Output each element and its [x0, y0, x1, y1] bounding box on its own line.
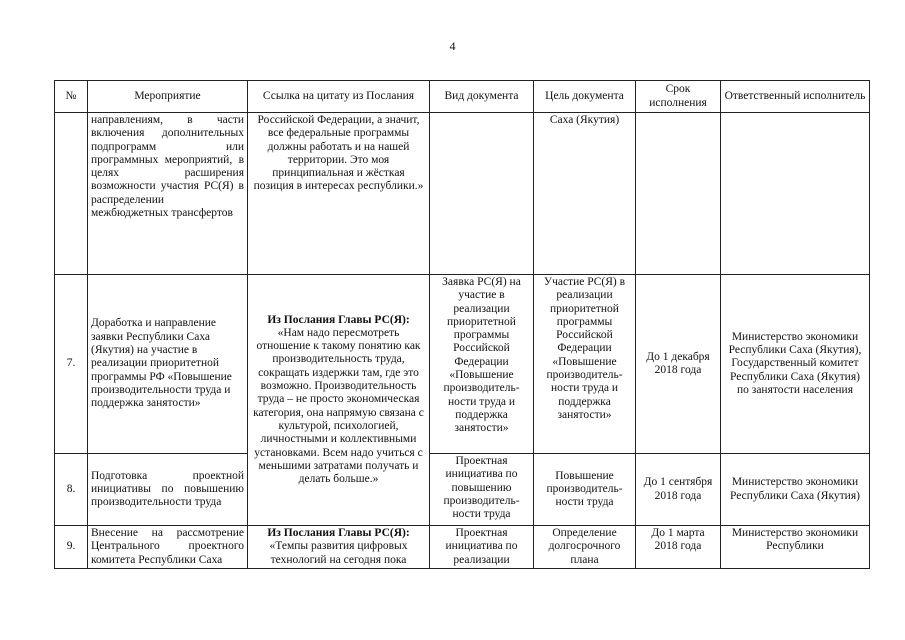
row-responsible: Министерство экономики Республики Саха (Якутия), Государственный комитет Республики Саха (Якутия) по занятости населения [721, 275, 870, 454]
row-doc-type: Проектная инициатива по повышению производительности труда [430, 454, 534, 526]
row-quote-text: «Темпы развития цифровых технологий на сегодня пока [269, 540, 408, 566]
header-deadline: Срок исполнения [636, 81, 721, 113]
row-event: Внесение на рассмотрение Центрального проектного комитета Республики Саха [88, 526, 248, 569]
row-quote [248, 526, 430, 569]
row-deadline: До 1 сентября 2018 года [636, 454, 721, 526]
row-event: Доработка и направление заявки Республики Саха (Якутия) на участие в реализации приоритетной программы РФ «Повышение производительности труда и поддержка занятости» [88, 275, 248, 454]
row-doc-type: Проектная инициатива по реализации [430, 526, 534, 569]
row-quote-label: Из Послания Главы РС(Я): [267, 313, 410, 326]
row-number: 7. [55, 275, 88, 454]
table-row [55, 526, 870, 569]
header-event: Мероприятие [88, 81, 248, 113]
row-deadline: До 1 декабря 2018 года [636, 275, 721, 454]
row-quote [248, 113, 430, 275]
row-deadline [636, 113, 721, 275]
table-header-row [55, 81, 870, 113]
row-responsible: Министерство экономики Республики [721, 526, 870, 569]
row-number: 9. [55, 526, 88, 569]
header-goal: Цель документа [534, 81, 636, 113]
table-row [55, 113, 870, 275]
row-doc-type: Заявка РС(Я) на участие в реализации приоритетной программы Российской Федерации «Повышение производительности труда и поддержка занятости» [430, 275, 534, 454]
header-doc-type: Вид документа [430, 81, 534, 113]
table-row [55, 275, 870, 454]
row-goal: Участие РС(Я) в реализации приоритетной программы Российской Федерации «Повышение производительности труда и поддержка занятости» [534, 275, 636, 454]
row-quote-label: Из Послания Главы РС(Я): [267, 527, 410, 539]
row-event: Подготовка проектной инициативы по повышению производительности труда [88, 454, 248, 526]
row-number [55, 113, 88, 275]
row-responsible: Министерство экономики Республики Саха (Якутия) [721, 454, 870, 526]
action-plan-table [54, 80, 870, 569]
row-event: направлениям, в части включения дополнительных подпрограмм или программных мероприятий, в целях расширения возможности участия РС(Я) в распределении межбюджетных трансфертов [88, 113, 248, 275]
row-quote-text: Российской Федерации, а значит, все федеральные программы должны работать и на нашей территории. Это моя принципиальная и жёсткая позиция в интересах республики.» [253, 114, 424, 193]
row-quote-text: «Нам надо пересмотреть отношение к такому понятию как производительность труда, сокращать издержки там, где это возможно. Производительность труда – не просто экономическая категория, она напрямую связана с культурой, психологией, личностными и коллективными установками. Всем надо учиться с меньшими затратами получать и делать больше.» [253, 326, 424, 486]
table-row [55, 454, 870, 526]
row-doc-type [430, 113, 534, 275]
header-quote: Ссылка на цитату из Послания [248, 81, 430, 113]
header-number: № [55, 81, 88, 113]
row-number: 8. [55, 454, 88, 526]
row-goal: Повышение производительности труда [534, 454, 636, 526]
row-quote [248, 275, 430, 526]
row-goal: Определение долгосрочного плана [534, 526, 636, 569]
header-responsible: Ответственный исполнитель [721, 81, 870, 113]
row-goal: Саха (Якутия) [534, 113, 636, 275]
row-responsible [721, 113, 870, 275]
row-deadline: До 1 марта 2018 года [636, 526, 721, 569]
page-number: 4 [449, 39, 456, 53]
